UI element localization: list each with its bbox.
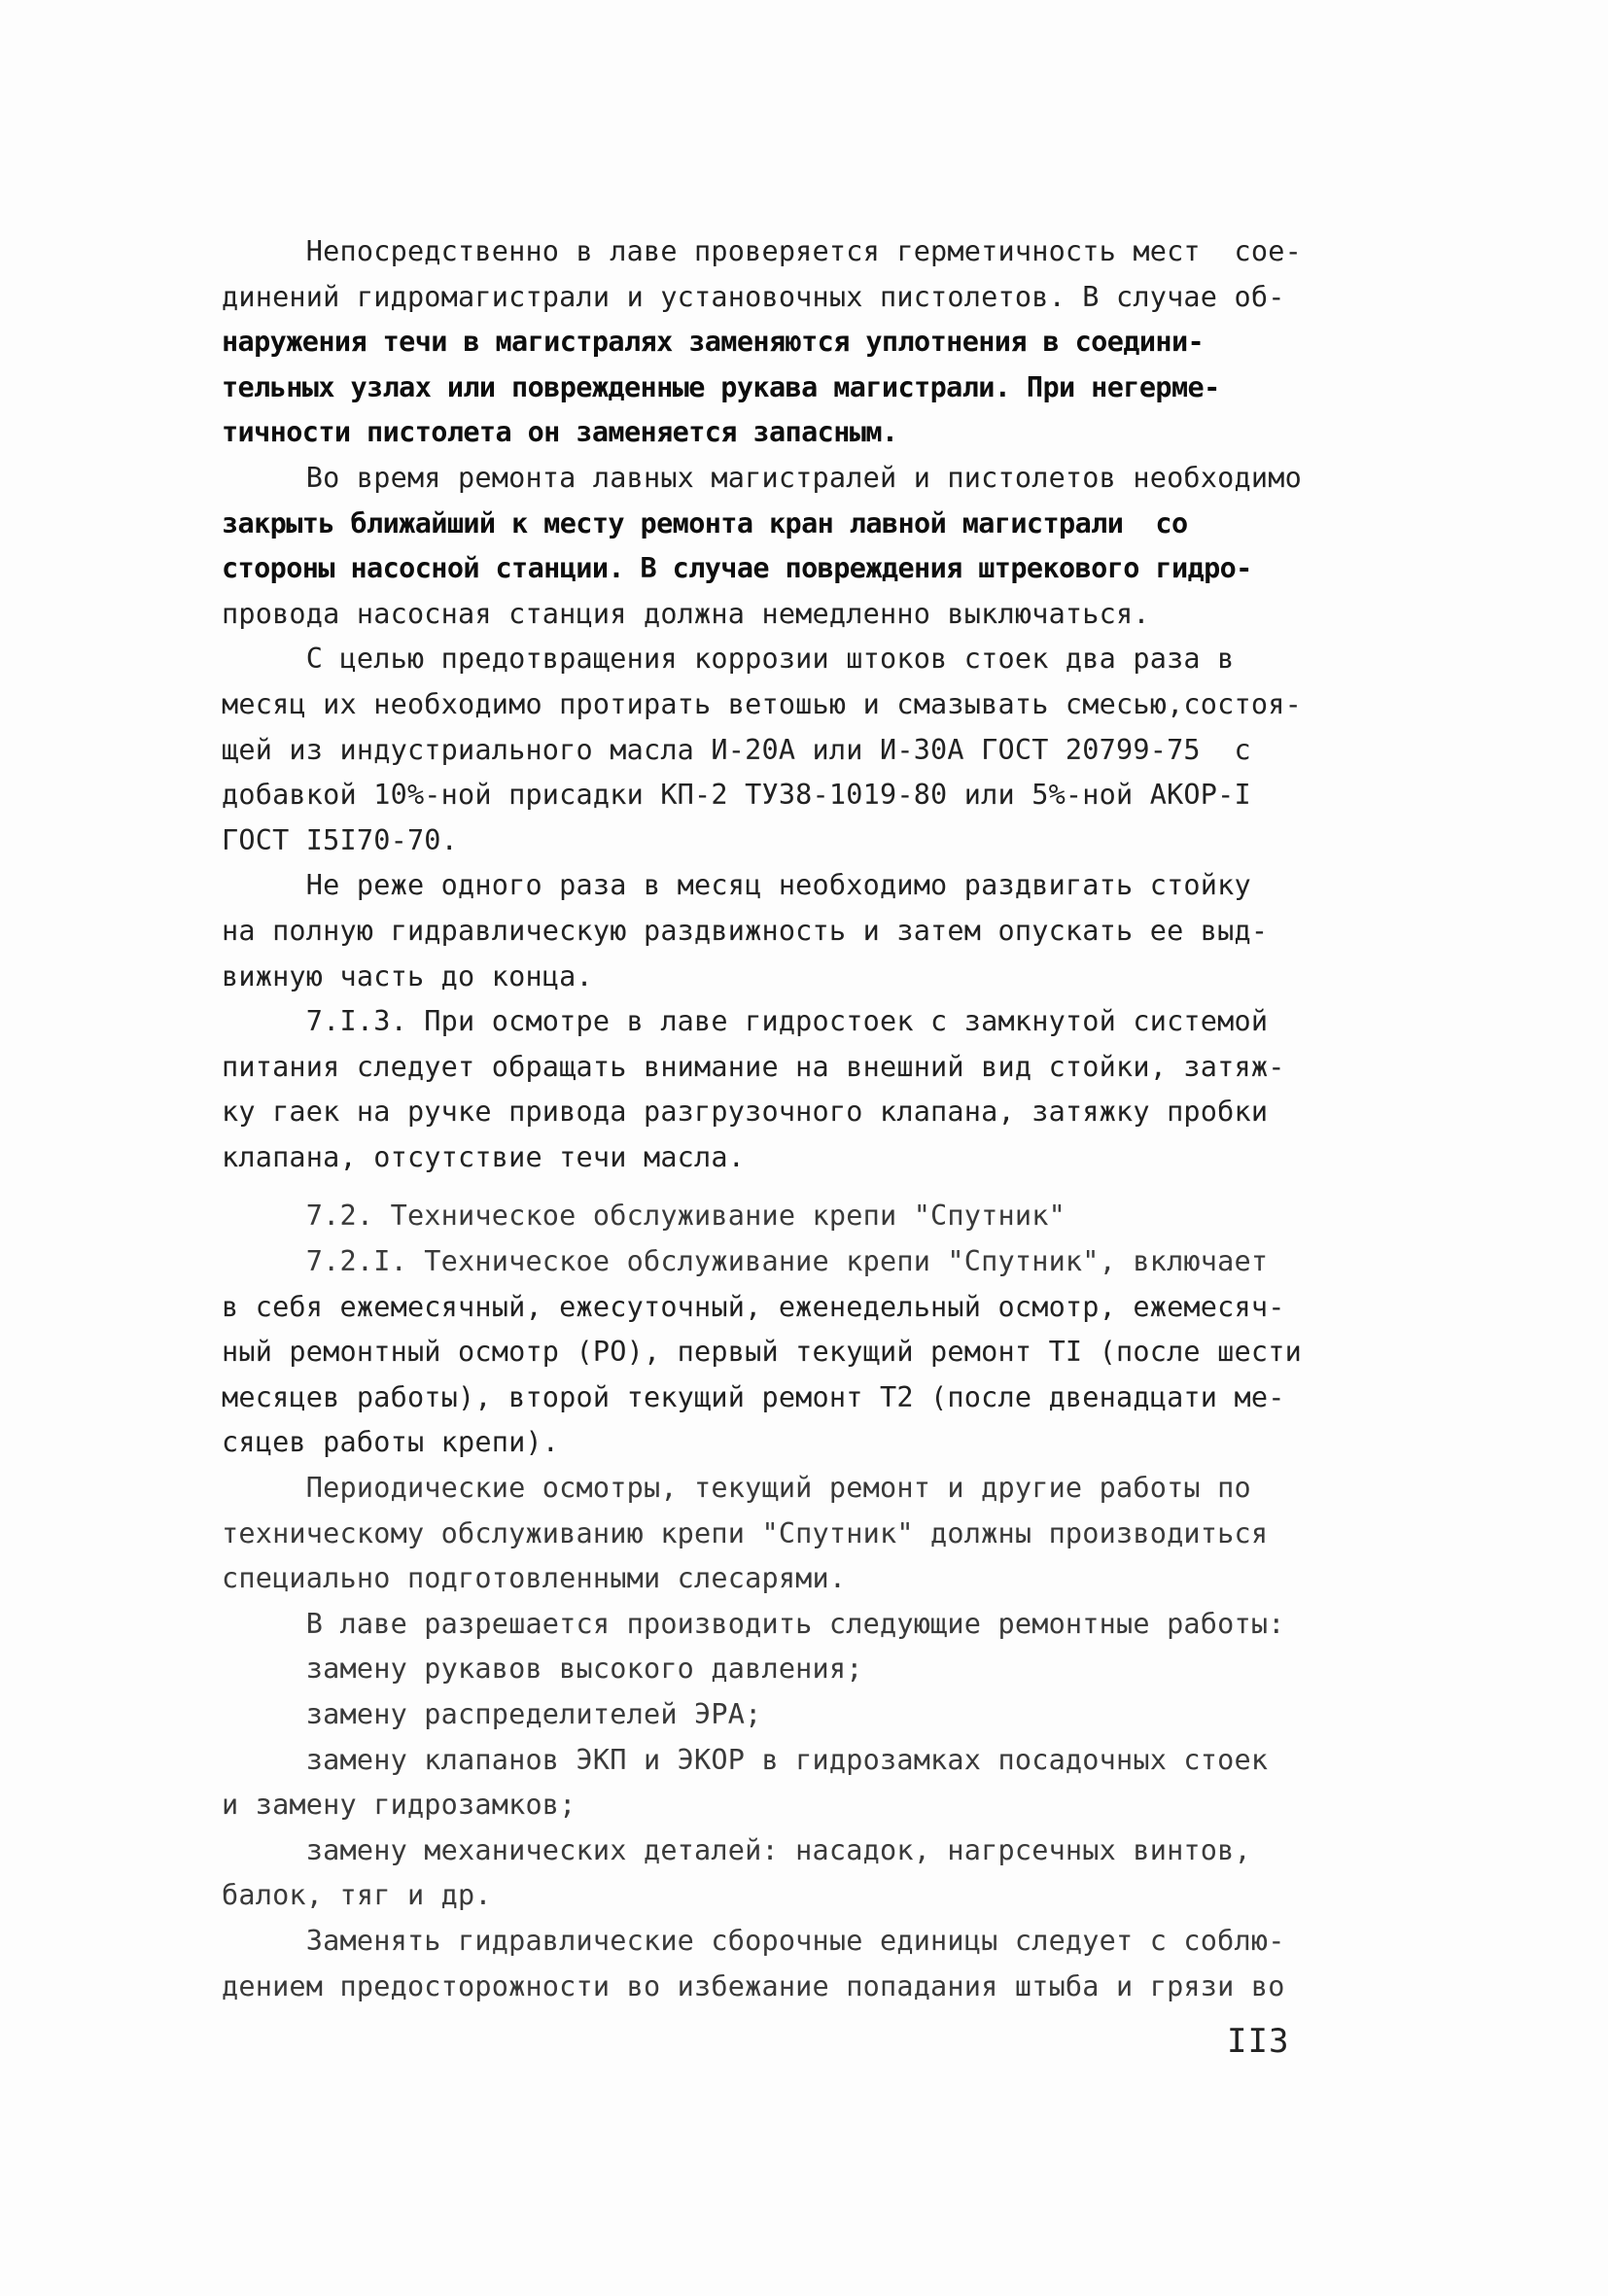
text-line: балок, тяг и др. xyxy=(222,1879,492,1912)
text-line: стороны насосной станции. В случае повреждения штрекового гидро- xyxy=(222,552,1252,585)
text-line: вижную часть до конца. xyxy=(222,959,593,992)
text-line: замену распределителей ЭРА; xyxy=(222,1698,762,1730)
section-heading: 7.2. Техническое обслуживание крепи "Спутник" xyxy=(222,1200,1066,1233)
text-line: Заменять гидравлические сборочные единицы следует с соблю- xyxy=(222,1924,1285,1957)
text-line: месяц их необходимо протирать ветошью и смазывать смесью,состоя- xyxy=(222,687,1302,720)
text-line: и замену гидрозамков; xyxy=(222,1789,577,1822)
text-line: Не реже одного раза в месяц необходимо раздвигать стойку xyxy=(222,869,1251,902)
text-line: ный ремонтный осмотр (РО), первый текущий ремонт ТI (после шести xyxy=(222,1336,1302,1369)
text-line: на полную гидравлическую раздвижность и затем опускать ее выд- xyxy=(222,914,1269,947)
text-line: закрыть ближайший к месту ремонта кран лавной магистрали со xyxy=(222,506,1188,539)
text-line: С целью предотвращения коррозии штоков стоек два раза в xyxy=(222,643,1235,676)
text-line: в себя ежемесячный, ежесуточный, еженедельный осмотр, ежемесяч- xyxy=(222,1290,1285,1323)
text-line: провода насосная станция должна немедленно выключаться. xyxy=(222,597,1150,630)
text-line: специально подготовленными слесарями. xyxy=(222,1562,847,1595)
text-line: Периодические осмотры, текущий ремонт и другие работы по xyxy=(222,1472,1251,1505)
text-line: Непосредственно в лаве проверяется герметичность мест сое- xyxy=(222,235,1302,267)
text-line: добавкой 10%-ной присадки КП-2 ТУ38-1019-80 или 5%-ной АКОР-I xyxy=(222,779,1251,812)
text-line: замену клапанов ЭКП и ЭКОР в гидрозамках посадочных стоек xyxy=(222,1743,1269,1776)
text-line: Во время ремонта лавных магистралей и пистолетов необходимо xyxy=(222,461,1302,494)
text-line: замену рукавов высокого давления; xyxy=(222,1652,863,1686)
text-line: замену механических деталей: насадок, нагрсечных винтов, xyxy=(222,1833,1251,1866)
text-line: клапана, отсутствие течи масла. xyxy=(222,1140,746,1173)
text-line: техническому обслуживанию крепи "Спутник" должны производиться xyxy=(222,1516,1269,1549)
text-line: щей из индустриального масла И-20А или И-30А ГОСТ 20799-75 с xyxy=(222,733,1251,766)
page-number: II3 xyxy=(1227,2022,1290,2061)
text-line: дением предосторожности во избежание попадания штыба и грязи во xyxy=(222,1969,1285,2002)
text-line: сяцев работы крепи). xyxy=(222,1426,560,1459)
text-line: тичности пистолета он заменяется запасным. xyxy=(222,416,898,449)
text-line: 7.2.I. Техническое обслуживание крепи "Спутник", включает xyxy=(222,1245,1269,1278)
text-line: ку гаек на ручке привода разгрузочного клапана, затяжку пробки xyxy=(222,1096,1269,1129)
text-line: наружения течи в магистралях заменяются уплотнения в соедини- xyxy=(222,326,1205,359)
text-line: динений гидромагистрали и установочных пистолетов. В случае об- xyxy=(222,280,1285,313)
paragraph-gap xyxy=(222,1180,1388,1194)
text-line: ГОСТ I5I70-70. xyxy=(222,823,459,856)
text-line: 7.I.3. При осмотре в лаве гидростоек с замкнутой системой xyxy=(222,1005,1269,1038)
body-text xyxy=(222,229,1388,2009)
text-line: В лаве разрешается производить следующие ремонтные работы: xyxy=(222,1607,1285,1640)
text-line: месяцев работы), второй текущий ремонт Т2 (после двенадцати ме- xyxy=(222,1380,1285,1413)
text-line: тельных узлах или поврежденные рукава магистрали. При негерме- xyxy=(222,370,1220,403)
text-line: питания следует обращать внимание на внешний вид стойки, затяж- xyxy=(222,1050,1285,1083)
